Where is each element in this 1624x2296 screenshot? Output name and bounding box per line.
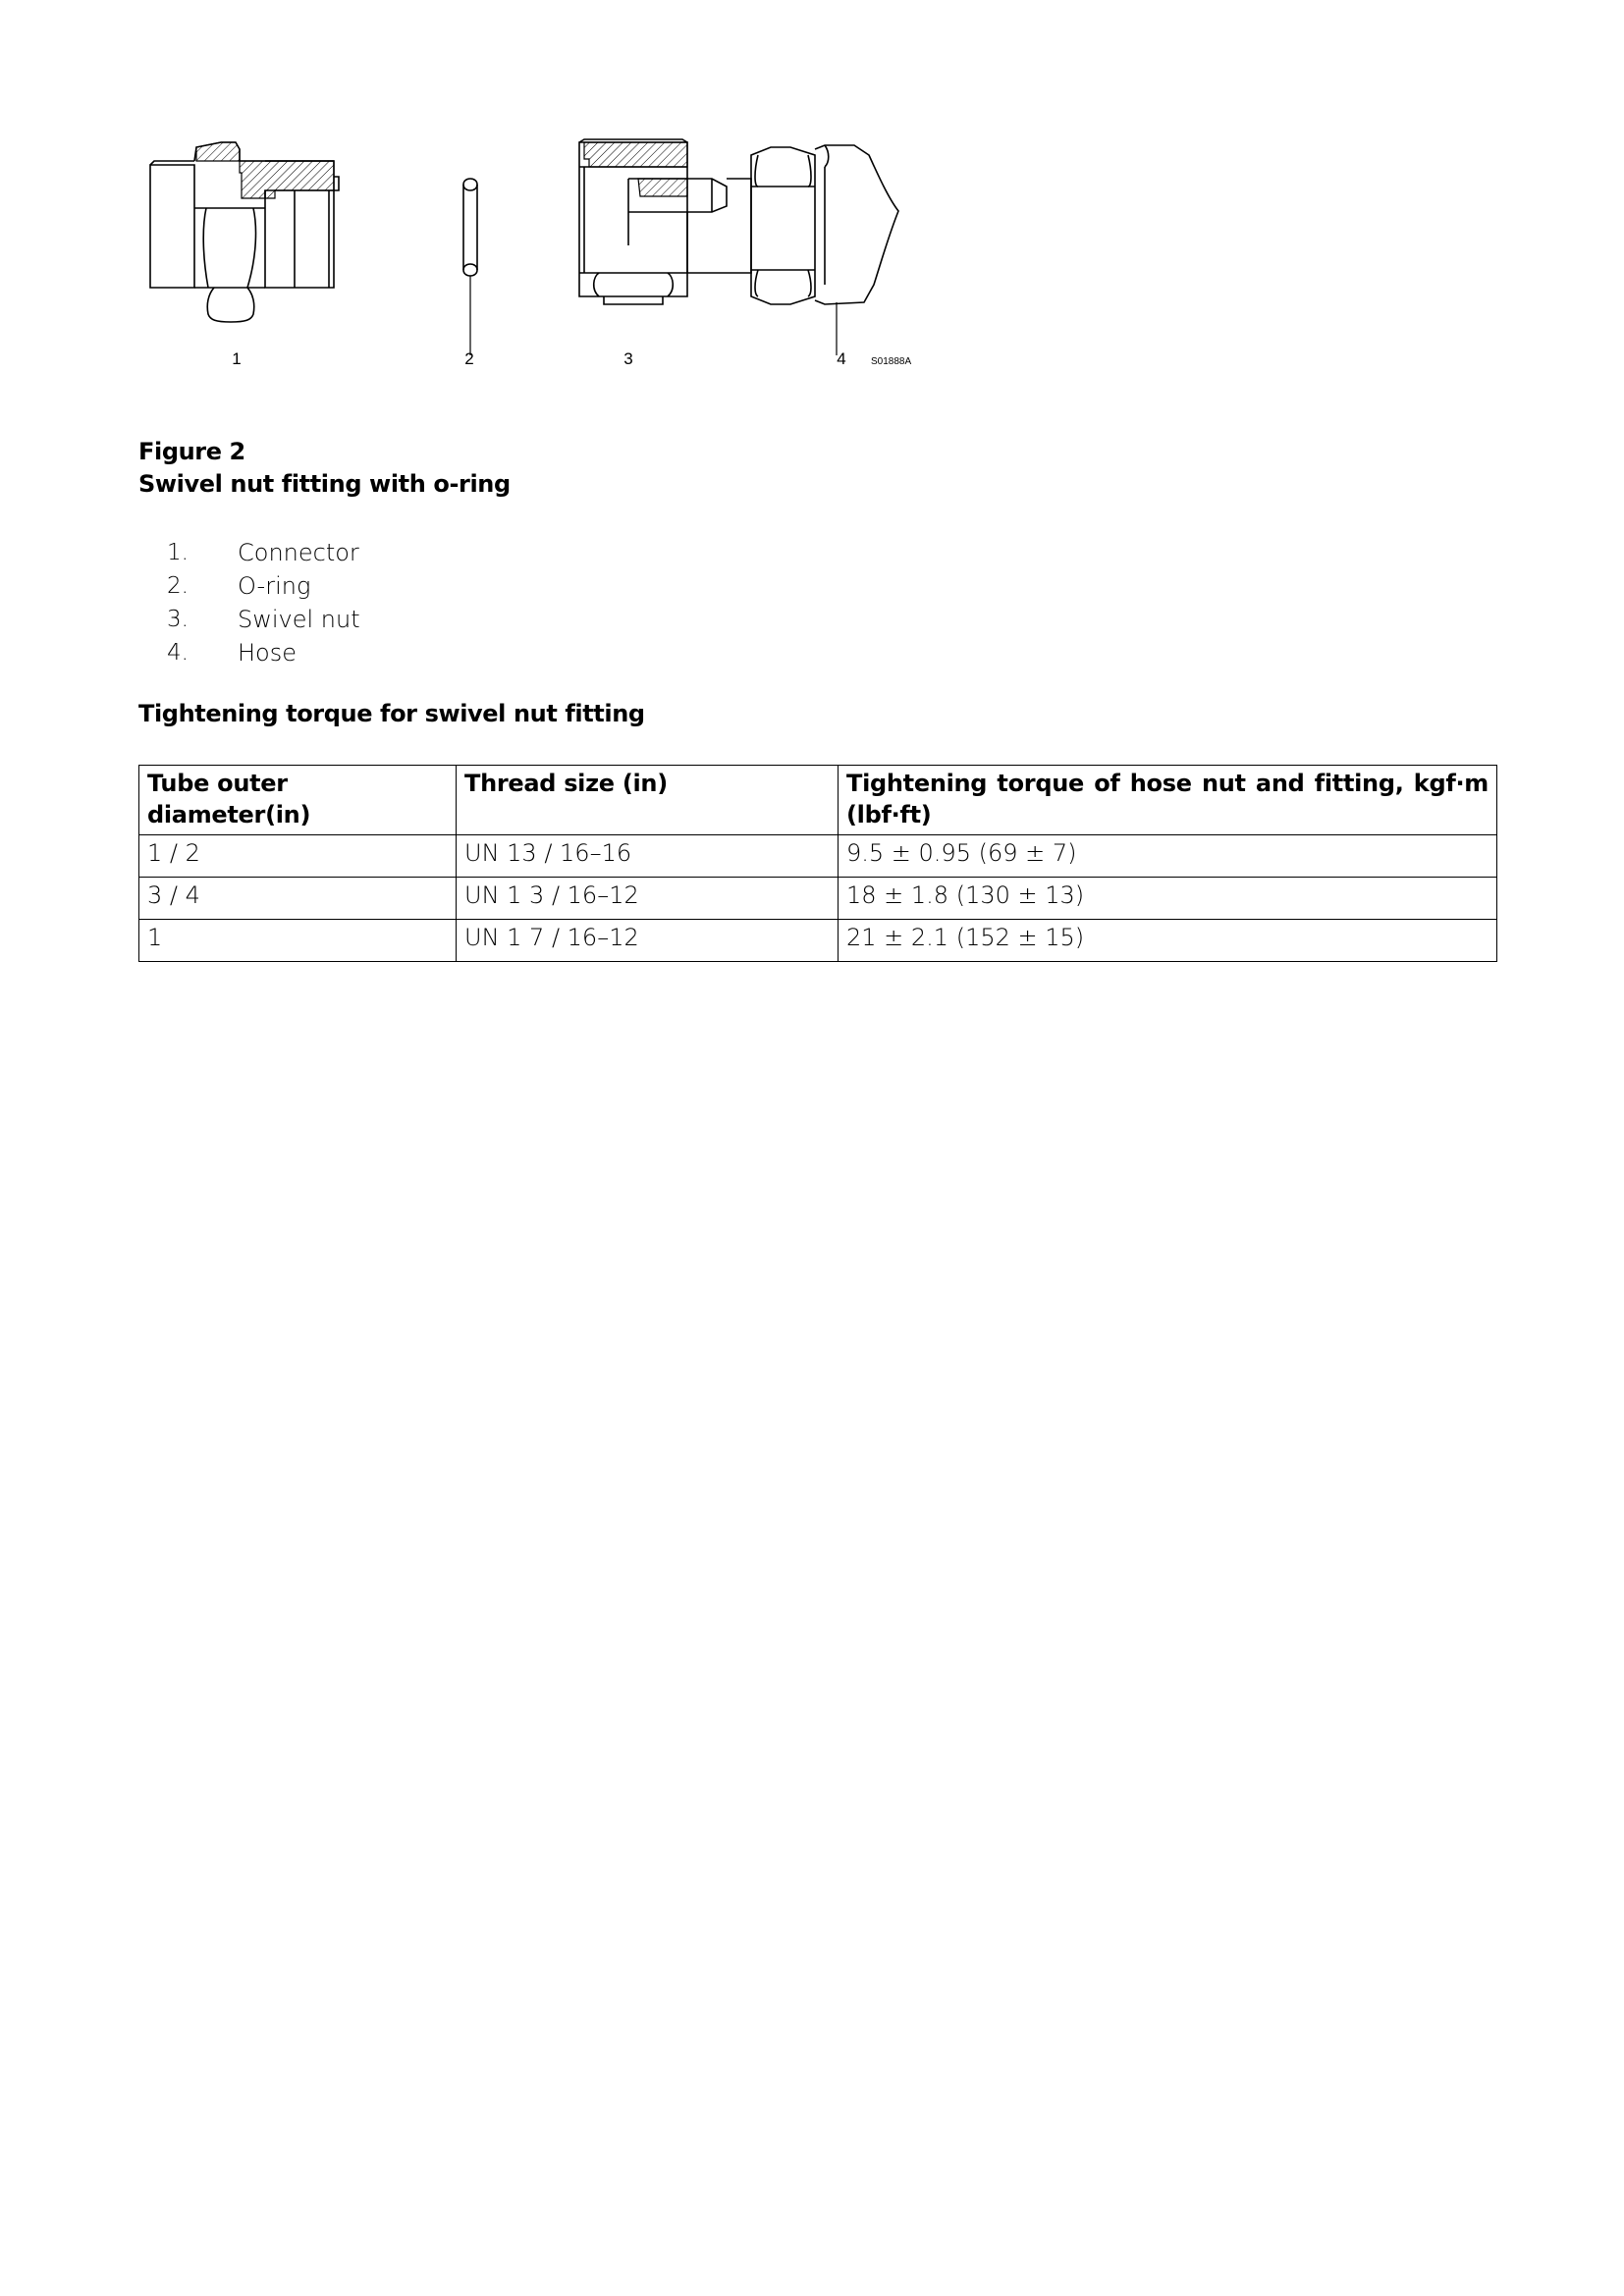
header-tightening-torque: Tightening torque of hose nut and fitting, kgf·m (lbf·ft) <box>839 766 1497 835</box>
header-tube-diameter: Tube outer diameter(in) <box>139 766 457 835</box>
swivel-nut-drawing <box>579 139 751 304</box>
cell-thread-size: UN 1 7 / 16–12 <box>457 920 839 962</box>
header-thread-size: Thread size (in) <box>457 766 839 835</box>
figure-caption <box>138 436 511 501</box>
legend-item <box>167 603 360 636</box>
table-row <box>139 920 1497 962</box>
callout-4: 4 <box>837 349 846 368</box>
table-row <box>139 878 1497 920</box>
cell-tube-diameter: 1 <box>139 920 457 962</box>
callout-1: 1 <box>232 349 242 368</box>
callout-2: 2 <box>464 349 474 368</box>
cell-thread-size: UN 1 3 / 16–12 <box>457 878 839 920</box>
legend-label: Swivel nut <box>238 606 360 633</box>
connector-drawing <box>150 142 339 322</box>
cell-torque: 9.5 ± 0.95 (69 ± 7) <box>839 835 1497 878</box>
swivel-nut-fitting-drawing <box>137 128 923 373</box>
legend-number: 3. <box>167 607 189 632</box>
table-header-row <box>139 766 1497 835</box>
torque-table <box>138 765 1497 962</box>
cell-tube-diameter: 3 / 4 <box>139 878 457 920</box>
cell-tube-diameter: 1 / 2 <box>139 835 457 878</box>
legend-item <box>167 636 360 669</box>
drawing-code: S01888A <box>871 356 912 367</box>
section-title: Tightening torque for swivel nut fitting <box>138 700 645 727</box>
figure-title: Swivel nut fitting with o-ring <box>138 470 511 498</box>
legend-label: Connector <box>238 539 359 566</box>
legend-number: 2. <box>167 573 189 599</box>
legend-item <box>167 536 360 569</box>
figure-drawing <box>137 128 923 373</box>
cell-thread-size: UN 13 / 16–16 <box>457 835 839 878</box>
figure-legend <box>167 536 360 669</box>
hose-end-drawing <box>751 145 898 355</box>
cell-torque: 18 ± 1.8 (130 ± 13) <box>839 878 1497 920</box>
legend-number: 4. <box>167 640 189 666</box>
cell-torque: 21 ± 2.1 (152 ± 15) <box>839 920 1497 962</box>
callout-3: 3 <box>623 349 633 368</box>
legend-number: 1. <box>167 540 189 565</box>
table-row <box>139 835 1497 878</box>
o-ring-drawing <box>463 179 477 355</box>
figure-number: Figure 2 <box>138 438 245 465</box>
legend-label: O-ring <box>238 572 311 600</box>
legend-label: Hose <box>238 639 297 667</box>
legend-item <box>167 569 360 603</box>
